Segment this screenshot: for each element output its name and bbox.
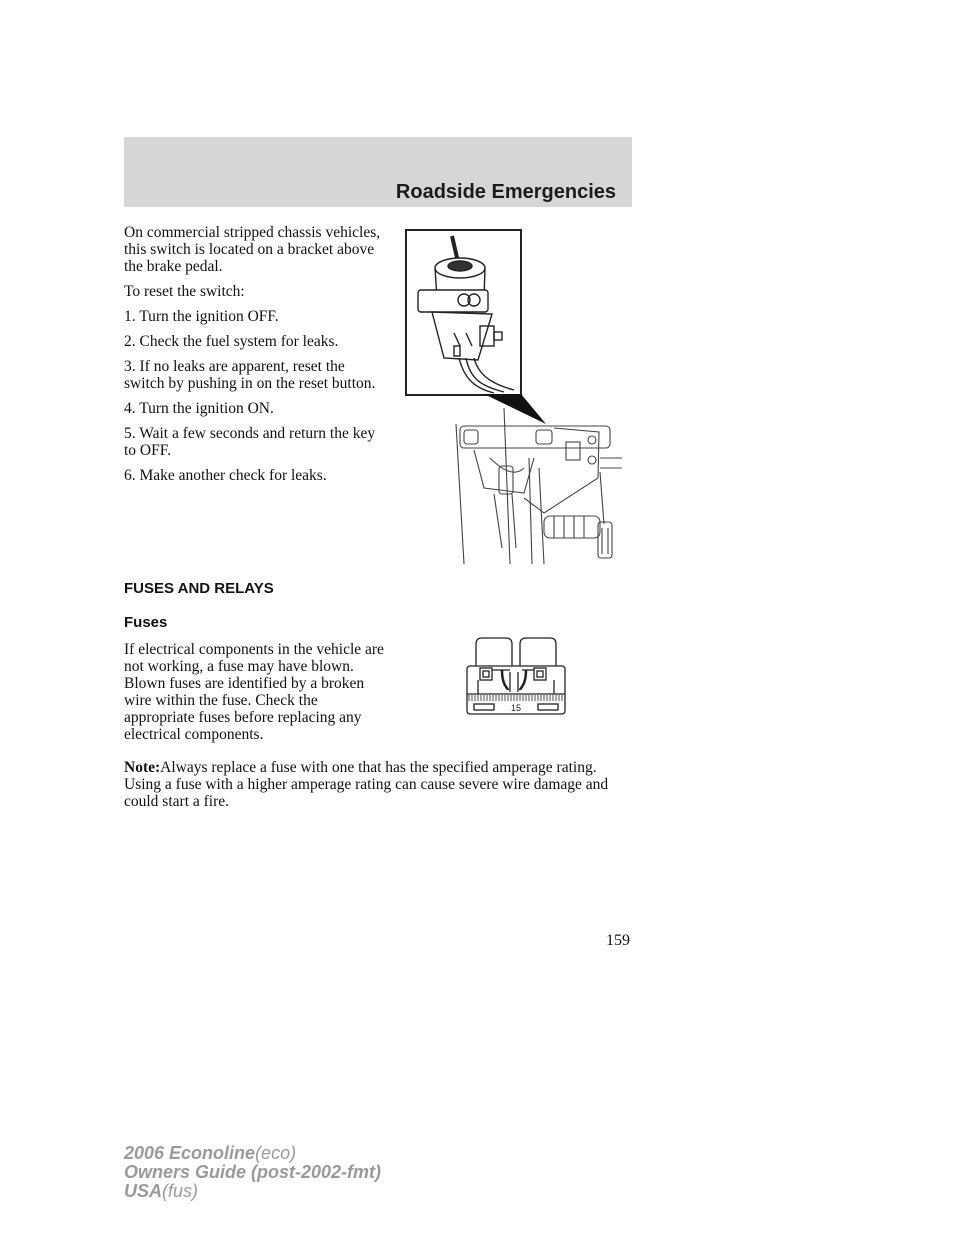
- section-subheading: Fuses: [124, 614, 168, 631]
- note-label: Note:: [124, 759, 161, 776]
- footer-region-code: (fus): [162, 1181, 199, 1201]
- step-4: 4. Turn the ignition ON.: [124, 400, 274, 417]
- note-paragraph: [124, 759, 632, 810]
- footer-region: USA: [124, 1181, 163, 1201]
- step-5: 5. Wait a few seconds and return the key to OFF.: [124, 425, 376, 459]
- note-text: Always replace a fuse with one that has the specified amperage rating. Using a fuse with a higher amperage rating can cause severe wire damage and could start a fire.: [124, 759, 609, 810]
- step-2: 2. Check the fuel system for leaks.: [124, 333, 339, 350]
- page-number: 159: [606, 932, 630, 949]
- footer-model: 2006 Econoline: [124, 1143, 256, 1163]
- footer: [124, 1144, 381, 1201]
- inertia-switch-illustration: [404, 228, 624, 564]
- fuse-illustration: [464, 636, 568, 718]
- footer-guide: Owners Guide (post-2002-fmt): [124, 1162, 382, 1182]
- fuses-text: [124, 641, 386, 751]
- fuses-paragraph: If electrical components in the vehicle are not working, a fuse may have blown. Blown fuses are identified by a broken wire within the fuse. Check the appropriate fuses before replacing any electrical components.: [124, 641, 384, 743]
- intro-paragraph: On commercial stripped chassis vehicles, this switch is located on a bracket above the brake pedal.: [124, 224, 381, 275]
- step-1: 1. Turn the ignition OFF.: [124, 308, 279, 325]
- intro-text: [124, 224, 386, 492]
- reset-lead: To reset the switch:: [124, 283, 245, 300]
- section-heading: FUSES AND RELAYS: [124, 580, 274, 597]
- header-band: [124, 137, 632, 207]
- step-3: 3. If no leaks are apparent, reset the switch by pushing in on the reset button.: [124, 358, 376, 392]
- fuse-rating-label: 15: [510, 703, 522, 713]
- step-6: 6. Make another check for leaks.: [124, 467, 327, 484]
- section-title: Roadside Emergencies: [395, 181, 616, 203]
- footer-model-code: (eco): [255, 1143, 297, 1163]
